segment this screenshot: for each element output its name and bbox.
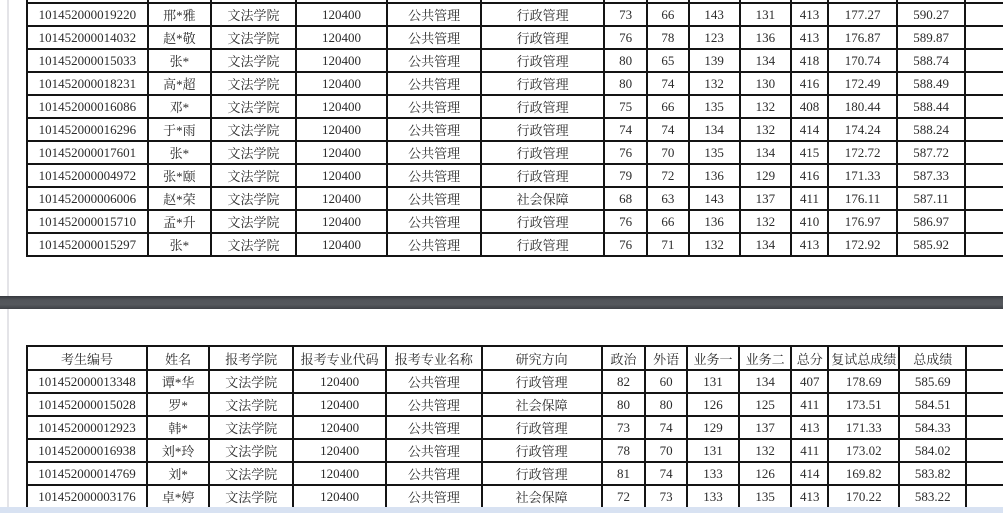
table-cut-cell [966, 370, 1003, 393]
table-cell: 583.82 [899, 462, 966, 485]
table-cell: 584.02 [899, 439, 966, 462]
table-row [27, 49, 1003, 72]
table-cell: 公共管理 [386, 416, 482, 439]
table-cell: 134 [689, 118, 740, 141]
table-cell: 101452000016938 [27, 439, 147, 462]
table-cell: 行政管理 [481, 233, 604, 256]
table-cell: 101452000012923 [27, 416, 147, 439]
table-cell: 76 [604, 233, 647, 256]
table-cell: 132 [740, 118, 791, 141]
table-cell: 68 [604, 187, 647, 210]
page-left-edge-line [7, 0, 9, 513]
table-cut-cell [966, 416, 1003, 439]
table-cell: 586.97 [897, 210, 965, 233]
table-cell: 170.74 [828, 49, 897, 72]
table-cell: 101452000006006 [27, 187, 148, 210]
table-cell: 587.33 [897, 164, 965, 187]
table-cell: 588.24 [897, 118, 965, 141]
table-cell: 公共管理 [387, 210, 481, 233]
table-cell: 65 [647, 49, 688, 72]
table-cell: 129 [740, 164, 791, 187]
table-cell: 76 [604, 141, 647, 164]
table-cell: 120400 [293, 439, 386, 462]
table-cell: 176.87 [828, 26, 897, 49]
table-cell: 公共管理 [387, 141, 481, 164]
table-cell: 于*雨 [148, 118, 211, 141]
table-cell: 张* [148, 49, 211, 72]
table-cell: 120400 [296, 210, 387, 233]
table-cell: 583.22 [899, 485, 966, 508]
table-cell: 588.49 [897, 72, 965, 95]
table-cell: 411 [791, 439, 828, 462]
table-cell: 120400 [296, 141, 387, 164]
table-cell: 文法学院 [211, 141, 296, 164]
table-cell: 行政管理 [481, 72, 604, 95]
table-cell: 415 [791, 141, 828, 164]
table-cell: 120400 [293, 485, 386, 508]
table-cell: 公共管理 [387, 164, 481, 187]
table-cell: 413 [791, 26, 828, 49]
table-cut-cell [965, 187, 1003, 210]
table-cell: 120400 [293, 416, 386, 439]
table-cell: 584.51 [899, 393, 966, 416]
table-cell: 78 [647, 26, 688, 49]
table-cell: 101452000019220 [27, 3, 148, 26]
table-row [27, 439, 1003, 462]
table-cell: 139 [689, 49, 740, 72]
table-cell: 文法学院 [211, 187, 296, 210]
table-cell: 101452000015028 [27, 393, 147, 416]
table-cell: 79 [604, 164, 647, 187]
table-cell: 公共管理 [386, 485, 482, 508]
table-cell: 66 [647, 3, 688, 26]
table-cell: 135 [689, 141, 740, 164]
table-cell: 公共管理 [386, 462, 482, 485]
table-cell: 587.72 [897, 141, 965, 164]
table-cell: 101452000003176 [27, 485, 147, 508]
table-cell: 80 [604, 72, 647, 95]
table-cell: 135 [689, 95, 740, 118]
table-cell: 66 [647, 95, 688, 118]
table-cell: 报考专业名称 [386, 346, 482, 370]
table-cut-cell [965, 26, 1003, 49]
table-cut-cell [966, 485, 1003, 508]
table-cell: 101452000016086 [27, 95, 148, 118]
table-cell: 585.92 [897, 233, 965, 256]
table-cell: 411 [791, 187, 828, 210]
table-cell: 邓* [148, 95, 211, 118]
table-cut-cell [965, 118, 1003, 141]
table-cell: 413 [791, 233, 828, 256]
score-table-page1 [26, 0, 1003, 257]
table-cell: 135 [739, 485, 791, 508]
table-cell: 180.44 [828, 95, 897, 118]
table-cell: 谭*华 [147, 370, 209, 393]
table-cell: 公共管理 [387, 49, 481, 72]
table-cell: 136 [689, 164, 740, 187]
table-cut-cell [965, 210, 1003, 233]
table-cell: 社会保障 [482, 485, 602, 508]
table-cell: 行政管理 [481, 95, 604, 118]
table-cell: 公共管理 [387, 118, 481, 141]
page-gap-separator [0, 296, 1003, 309]
table-cell: 行政管理 [481, 210, 604, 233]
table-cell: 172.72 [828, 141, 897, 164]
table-cell: 72 [647, 164, 688, 187]
table-cell: 行政管理 [482, 370, 602, 393]
score-table-page2-wrap [26, 345, 1003, 509]
table-cell: 133 [687, 462, 739, 485]
table-cell: 408 [791, 95, 828, 118]
table-cell: 125 [739, 393, 791, 416]
table-cell: 文法学院 [209, 462, 293, 485]
table-row [27, 164, 1003, 187]
table-cell: 业务二 [739, 346, 791, 370]
table-cell: 134 [739, 370, 791, 393]
table-cell: 414 [791, 462, 828, 485]
table-cell: 120400 [296, 95, 387, 118]
table-cell: 172.49 [828, 72, 897, 95]
table-cell: 卓*婷 [147, 485, 209, 508]
table-cell: 赵*荣 [148, 187, 211, 210]
table-cell: 报考学院 [209, 346, 293, 370]
table-cell: 76 [604, 210, 647, 233]
table-cut-cell [965, 141, 1003, 164]
table-cut-cell [965, 3, 1003, 26]
table-cell: 120400 [293, 370, 386, 393]
table-cell: 70 [647, 141, 688, 164]
table-row [27, 210, 1003, 233]
table-row [27, 462, 1003, 485]
table-cell: 80 [602, 393, 646, 416]
table-cell: 文法学院 [211, 233, 296, 256]
table-cell: 外语 [645, 346, 687, 370]
table-row [27, 141, 1003, 164]
table-cell: 韩* [147, 416, 209, 439]
table-cell: 176.11 [828, 187, 897, 210]
table-cell: 孟*升 [148, 210, 211, 233]
table-cell: 72 [602, 485, 646, 508]
table-cell: 73 [645, 485, 687, 508]
table-cell: 143 [689, 3, 740, 26]
table-cell: 公共管理 [387, 72, 481, 95]
table-cell: 行政管理 [481, 118, 604, 141]
table-cell: 413 [791, 485, 828, 508]
table-cell: 文法学院 [209, 416, 293, 439]
table-cell: 143 [689, 187, 740, 210]
table-cell: 刘*玲 [147, 439, 209, 462]
table-cell: 101452000013348 [27, 370, 147, 393]
table-cell: 业务一 [687, 346, 739, 370]
table-cell: 63 [647, 187, 688, 210]
table-cell: 公共管理 [386, 393, 482, 416]
table-cell: 101452000015710 [27, 210, 148, 233]
table-cell: 101452000014769 [27, 462, 147, 485]
table-cell: 133 [687, 485, 739, 508]
table-cell: 赵*敬 [148, 26, 211, 49]
table-cut-cell [965, 72, 1003, 95]
table-cell: 171.33 [828, 164, 897, 187]
table-cell: 132 [689, 72, 740, 95]
table-row [27, 187, 1003, 210]
table-cell: 文法学院 [209, 439, 293, 462]
table-cell: 文法学院 [209, 393, 293, 416]
table-cell: 73 [602, 416, 646, 439]
table-cell: 社会保障 [482, 393, 602, 416]
table-header-row [27, 346, 1003, 370]
table-cell: 134 [740, 233, 791, 256]
table-cell: 社会保障 [481, 187, 604, 210]
table-cell: 120400 [296, 26, 387, 49]
table-cell: 120400 [296, 72, 387, 95]
table-cell: 588.44 [897, 95, 965, 118]
table-cell: 126 [739, 462, 791, 485]
table-cell: 公共管理 [387, 26, 481, 49]
table-cell: 101452000015297 [27, 233, 148, 256]
table-cell: 169.82 [828, 462, 899, 485]
table-cell: 复试总成绩 [828, 346, 899, 370]
table-cell: 588.74 [897, 49, 965, 72]
table-cell: 414 [791, 118, 828, 141]
table-cell: 74 [604, 118, 647, 141]
table-cell: 173.02 [828, 439, 899, 462]
table-cell: 416 [791, 72, 828, 95]
table-cell: 76 [604, 26, 647, 49]
table-cell: 130 [740, 72, 791, 95]
table-cell: 172.92 [828, 233, 897, 256]
table-cell: 585.69 [899, 370, 966, 393]
table-cell: 129 [687, 416, 739, 439]
table-cell: 120400 [296, 164, 387, 187]
table-cell: 公共管理 [387, 233, 481, 256]
table-row [27, 393, 1003, 416]
table-cell: 587.11 [897, 187, 965, 210]
table-cell: 张* [148, 233, 211, 256]
table-cell: 101452000017601 [27, 141, 148, 164]
table-cell: 132 [740, 210, 791, 233]
table-cell: 120400 [293, 393, 386, 416]
table-cell: 418 [791, 49, 828, 72]
table-cell: 75 [604, 95, 647, 118]
table-cell: 行政管理 [481, 26, 604, 49]
table-cell: 413 [791, 3, 828, 26]
table-cell: 行政管理 [481, 49, 604, 72]
table-cell: 考生编号 [27, 346, 147, 370]
table-cell: 报考专业代码 [293, 346, 386, 370]
table-row [27, 72, 1003, 95]
table-cell: 文法学院 [211, 118, 296, 141]
table-cell: 174.24 [828, 118, 897, 141]
table-cell: 137 [739, 416, 791, 439]
table-cut-cell [965, 164, 1003, 187]
table-cell: 总分 [791, 346, 828, 370]
table-cell: 82 [602, 370, 646, 393]
table-cell: 120400 [296, 3, 387, 26]
table-cell: 126 [687, 393, 739, 416]
table-cut-cell [966, 462, 1003, 485]
table-cell: 178.69 [828, 370, 899, 393]
table-row [27, 485, 1003, 508]
table-cell: 张* [148, 141, 211, 164]
table-cell: 姓名 [147, 346, 209, 370]
table-cell: 120400 [296, 187, 387, 210]
table-cell: 文法学院 [211, 26, 296, 49]
table-cut-cell [966, 439, 1003, 462]
table-row [27, 416, 1003, 439]
table-cell: 131 [687, 439, 739, 462]
score-table-page2 [26, 345, 1003, 509]
table-cell: 101452000015033 [27, 49, 148, 72]
table-cell: 公共管理 [386, 439, 482, 462]
table-cell: 74 [647, 72, 688, 95]
table-cell: 文法学院 [211, 49, 296, 72]
table-cell: 416 [791, 164, 828, 187]
table-row [27, 370, 1003, 393]
table-cell: 132 [739, 439, 791, 462]
table-cell: 132 [740, 95, 791, 118]
table-cell: 120400 [296, 49, 387, 72]
table-cell: 公共管理 [386, 370, 482, 393]
table-cell: 411 [791, 393, 828, 416]
table-cell: 120400 [293, 462, 386, 485]
table-cell: 101452000016296 [27, 118, 148, 141]
table-cell: 176.97 [828, 210, 897, 233]
table-cell: 公共管理 [387, 3, 481, 26]
table-cut-cell [965, 95, 1003, 118]
table-cell: 文法学院 [211, 3, 296, 26]
table-cell: 131 [687, 370, 739, 393]
table-cell: 邢*雅 [148, 3, 211, 26]
table-cell: 132 [689, 233, 740, 256]
table-cell: 81 [602, 462, 646, 485]
table-cell: 文法学院 [211, 72, 296, 95]
table-cell: 行政管理 [482, 462, 602, 485]
table-cell: 文法学院 [209, 485, 293, 508]
table-cell: 410 [791, 210, 828, 233]
table-cell: 文法学院 [211, 210, 296, 233]
table-cell: 101452000004972 [27, 164, 148, 187]
table-cell: 66 [647, 210, 688, 233]
table-cell: 73 [604, 3, 647, 26]
table-cell: 131 [740, 3, 791, 26]
table-cell: 80 [604, 49, 647, 72]
table-cell: 74 [647, 118, 688, 141]
table-cell: 136 [689, 210, 740, 233]
table-cell: 公共管理 [387, 95, 481, 118]
table-cell: 研究方向 [482, 346, 602, 370]
table-cell: 行政管理 [482, 439, 602, 462]
viewer-bottom-strip [0, 507, 1003, 513]
table-row [27, 95, 1003, 118]
table-cut-cell [966, 393, 1003, 416]
table-cell: 文法学院 [209, 370, 293, 393]
table-cell: 行政管理 [482, 416, 602, 439]
table-row [27, 233, 1003, 256]
table-cell: 罗* [147, 393, 209, 416]
table-cell: 134 [740, 49, 791, 72]
table-cell: 134 [740, 141, 791, 164]
table-cell: 171.33 [828, 416, 899, 439]
table-cell: 78 [602, 439, 646, 462]
table-cell: 高*超 [148, 72, 211, 95]
table-cell: 80 [645, 393, 687, 416]
table-cell: 170.22 [828, 485, 899, 508]
table-cell: 137 [740, 187, 791, 210]
table-cell: 行政管理 [481, 141, 604, 164]
table-cell: 文法学院 [211, 95, 296, 118]
table-cut-cell [966, 346, 1003, 370]
table-cut-cell [965, 49, 1003, 72]
table-cell: 173.51 [828, 393, 899, 416]
table-cell: 101452000014032 [27, 26, 148, 49]
table-cell: 590.27 [897, 3, 965, 26]
table-cell: 74 [645, 416, 687, 439]
table-cell: 行政管理 [481, 164, 604, 187]
table-cell: 刘* [147, 462, 209, 485]
table-cell: 101452000018231 [27, 72, 148, 95]
table-cut-cell [965, 233, 1003, 256]
table-row [27, 118, 1003, 141]
score-table-page1-wrap [26, 0, 1003, 257]
table-cell: 文法学院 [211, 164, 296, 187]
table-cell: 123 [689, 26, 740, 49]
table-cell: 407 [791, 370, 828, 393]
table-cell: 177.27 [828, 3, 897, 26]
table-cell: 公共管理 [387, 187, 481, 210]
table-cell: 政治 [602, 346, 646, 370]
table-cell: 74 [645, 462, 687, 485]
table-row [27, 3, 1003, 26]
table-cell: 584.33 [899, 416, 966, 439]
table-cell: 120400 [296, 233, 387, 256]
table-cell: 589.87 [897, 26, 965, 49]
table-cell: 60 [645, 370, 687, 393]
table-cell: 行政管理 [481, 3, 604, 26]
table-cell: 总成绩 [899, 346, 966, 370]
table-cell: 70 [645, 439, 687, 462]
table-cell: 413 [791, 416, 828, 439]
table-row [27, 26, 1003, 49]
table-cell: 张*颐 [148, 164, 211, 187]
table-cell: 136 [740, 26, 791, 49]
table-cell: 120400 [296, 118, 387, 141]
table-cell: 71 [647, 233, 688, 256]
